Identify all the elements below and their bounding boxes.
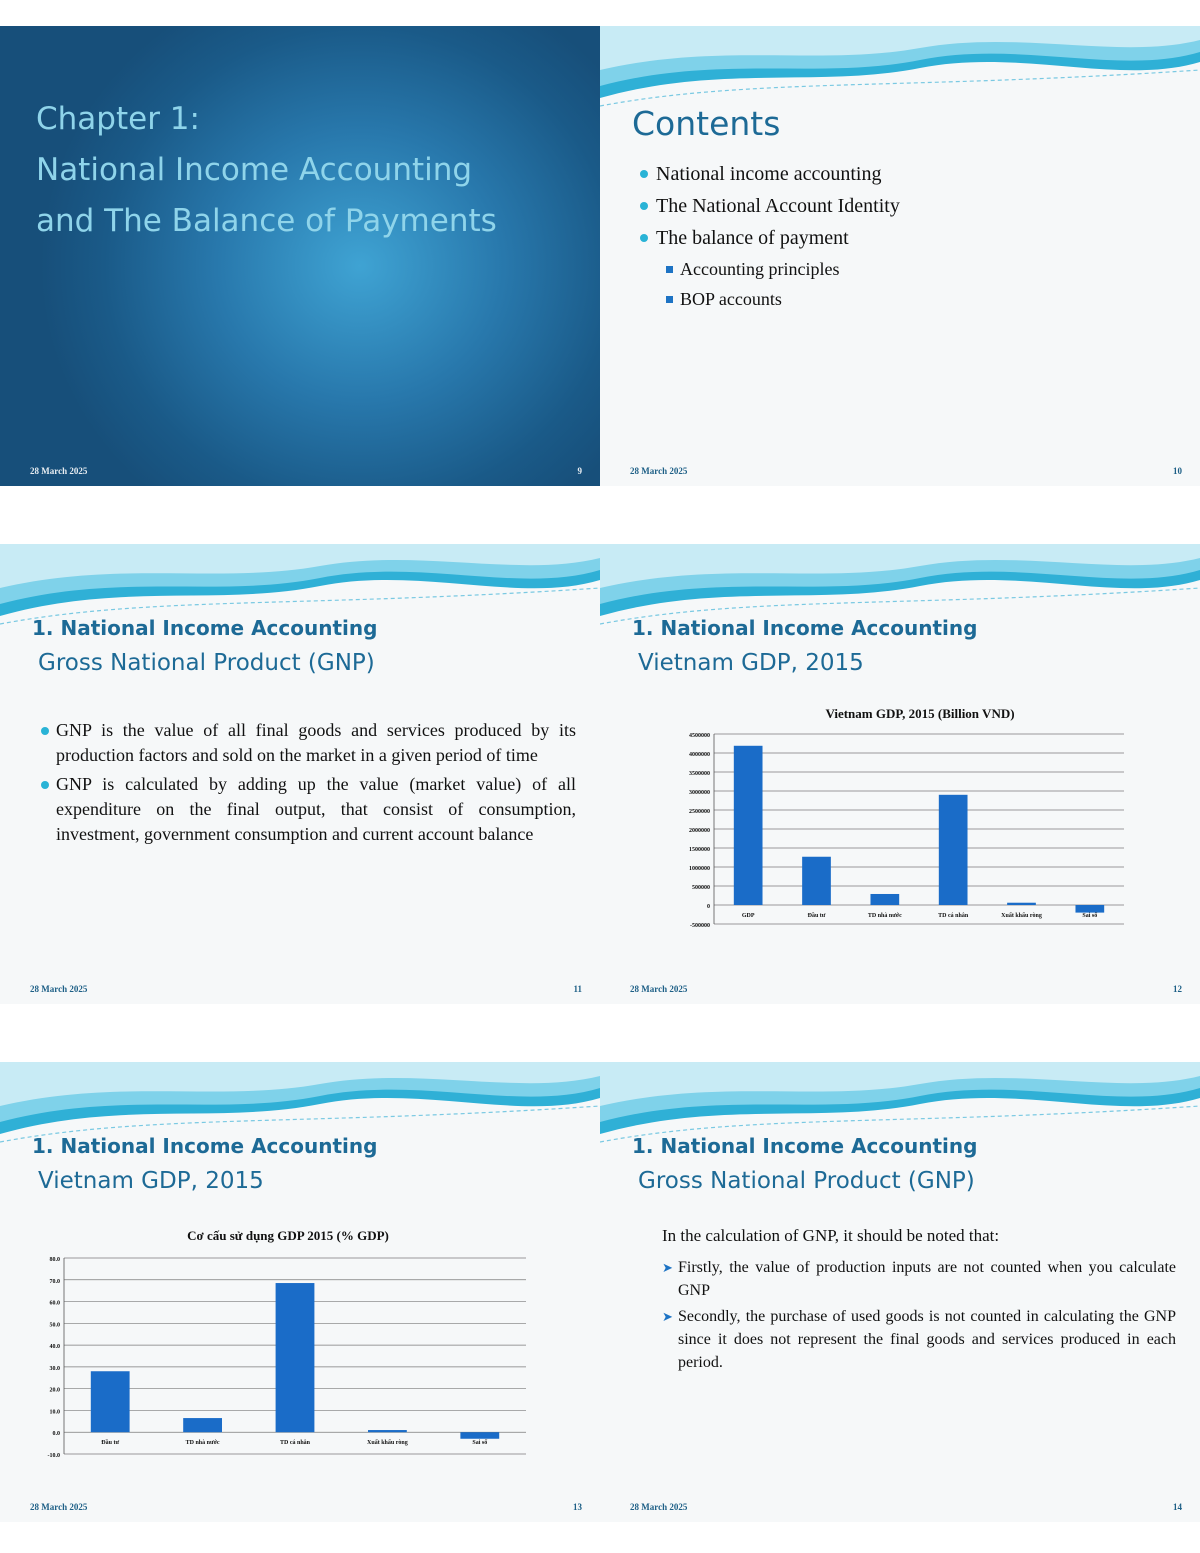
chart-title: Vietnam GDP, 2015 (Billion VND): [825, 706, 1015, 721]
bullet-paragraph: GNP is calculated by adding up the value (market value) of all expenditure on the final output, that consist of consumption, investment, government consumption and current account balance: [34, 772, 576, 847]
bar: [276, 1283, 315, 1432]
y-tick-label: 50.0: [49, 1322, 60, 1329]
y-tick-label: 500000: [692, 885, 710, 891]
slide-number: 13: [573, 1502, 582, 1512]
gdp-structure-bar-chart: [20, 1250, 550, 1460]
y-tick-label: 3500000: [689, 771, 710, 777]
cover-title-line: National Income Accounting: [36, 152, 473, 188]
slide-date: 28 March 2025: [630, 1502, 688, 1512]
slide-date: 28 March 2025: [30, 466, 88, 476]
y-tick-label: 3000000: [689, 790, 710, 796]
slide-number: 12: [1173, 984, 1182, 994]
slide-9: [0, 26, 600, 486]
gdp-bar-chart: [670, 724, 1130, 934]
slide-date: 28 March 2025: [30, 1502, 88, 1512]
x-tick-label: TD nhà nước: [867, 913, 902, 919]
slide-subheading: Vietnam GDP, 2015: [38, 1168, 264, 1194]
x-tick-label: Xuất khẩu ròng: [367, 1440, 408, 1447]
y-tick-label: 4500000: [689, 733, 710, 739]
y-tick-label: 70.0: [49, 1278, 60, 1285]
bar: [368, 1430, 407, 1432]
x-tick-label: Đầu tư: [101, 1440, 120, 1447]
slide-date: 28 March 2025: [630, 984, 688, 994]
slide-heading: 1. National Income Accounting: [632, 616, 978, 640]
slide-subheading: Vietnam GDP, 2015: [638, 650, 864, 676]
slide-subheading: Gross National Product (GNP): [38, 650, 375, 676]
slide-date: 28 March 2025: [630, 466, 688, 476]
bar: [460, 1432, 499, 1439]
x-tick-label: GDP: [741, 913, 755, 919]
contents-subitem: BOP accounts: [632, 284, 900, 314]
bar: [91, 1371, 130, 1432]
slide-subheading: Gross National Product (GNP): [638, 1168, 975, 1194]
x-tick-label: Sai số: [472, 1440, 488, 1447]
y-tick-label: 10.0: [49, 1409, 60, 1416]
point-list: [662, 1256, 1176, 1377]
slide-10: [600, 26, 1200, 486]
slide-number: 9: [577, 466, 582, 476]
slide-11: [0, 544, 600, 1004]
chart-title: Cơ cấu sử dụng GDP 2015 (% GDP): [187, 1228, 389, 1243]
x-tick-label: Xuất khẩu ròng: [1001, 913, 1042, 919]
y-tick-label: 2000000: [689, 828, 710, 834]
bar: [734, 746, 763, 905]
contents-subitem: Accounting principles: [632, 254, 900, 284]
bullet-paragraph: GNP is the value of all final goods and services produced by its production factors and sold on the market in a given period of time: [34, 718, 576, 768]
y-tick-label: 60.0: [49, 1300, 60, 1307]
bar: [802, 857, 831, 905]
contents-item: The balance of payment: [632, 222, 900, 254]
y-tick-label: -500000: [690, 923, 710, 929]
x-tick-label: TD nhà nước: [185, 1440, 220, 1447]
y-tick-label: 0: [707, 904, 710, 910]
cover-title-line: and The Balance of Payments: [36, 203, 497, 239]
slide-number: 11: [573, 984, 582, 994]
slide-heading: 1. National Income Accounting: [32, 1134, 378, 1158]
x-tick-label: Sai số: [1082, 913, 1098, 919]
cover-title: [36, 94, 596, 247]
contents-list: [632, 158, 900, 314]
y-tick-label: 40.0: [49, 1344, 60, 1351]
bar: [939, 795, 968, 905]
slide-number: 14: [1173, 1502, 1182, 1512]
wave-decoration: [600, 26, 1200, 116]
slide-heading: 1. National Income Accounting: [32, 616, 378, 640]
intro-text: In the calculation of GNP, it should be noted that:: [662, 1226, 1000, 1245]
y-tick-label: 2500000: [689, 809, 710, 815]
cover-title-line: Chapter 1:: [36, 101, 200, 137]
bar: [870, 894, 899, 905]
bullet-list: [34, 718, 576, 851]
slide-title: Contents: [632, 104, 781, 143]
slide-12: [600, 544, 1200, 1004]
bar: [1075, 905, 1104, 913]
slide-14: [600, 1062, 1200, 1522]
arrow-point: ➤ Secondly, the purchase of used goods is not counted in calculating the GNP since it does not represent the final goods and services produced in each period.: [662, 1305, 1176, 1374]
bar: [1007, 903, 1036, 905]
arrow-point: ➤ Firstly, the value of production inputs are not counted when you calculate GNP: [662, 1256, 1176, 1302]
y-tick-label: 1500000: [689, 847, 710, 853]
y-tick-label: -10.0: [47, 1453, 60, 1459]
x-tick-label: Đầu tư: [807, 913, 826, 919]
y-tick-label: 80.0: [49, 1257, 60, 1263]
bar: [183, 1418, 222, 1432]
contents-item: The National Account Identity: [632, 190, 900, 222]
contents-item: National income accounting: [632, 158, 900, 190]
x-tick-label: TD cá nhân: [938, 913, 969, 919]
slide-date: 28 March 2025: [30, 984, 88, 994]
y-tick-label: 20.0: [49, 1387, 60, 1394]
y-tick-label: 1000000: [689, 866, 710, 872]
y-tick-label: 30.0: [49, 1365, 60, 1372]
y-tick-label: 0.0: [52, 1431, 60, 1438]
slide-heading: 1. National Income Accounting: [632, 1134, 978, 1158]
slide-13: [0, 1062, 600, 1522]
x-tick-label: TD cá nhân: [279, 1440, 311, 1447]
slide-number: 10: [1173, 466, 1182, 476]
y-tick-label: 4000000: [689, 752, 710, 758]
